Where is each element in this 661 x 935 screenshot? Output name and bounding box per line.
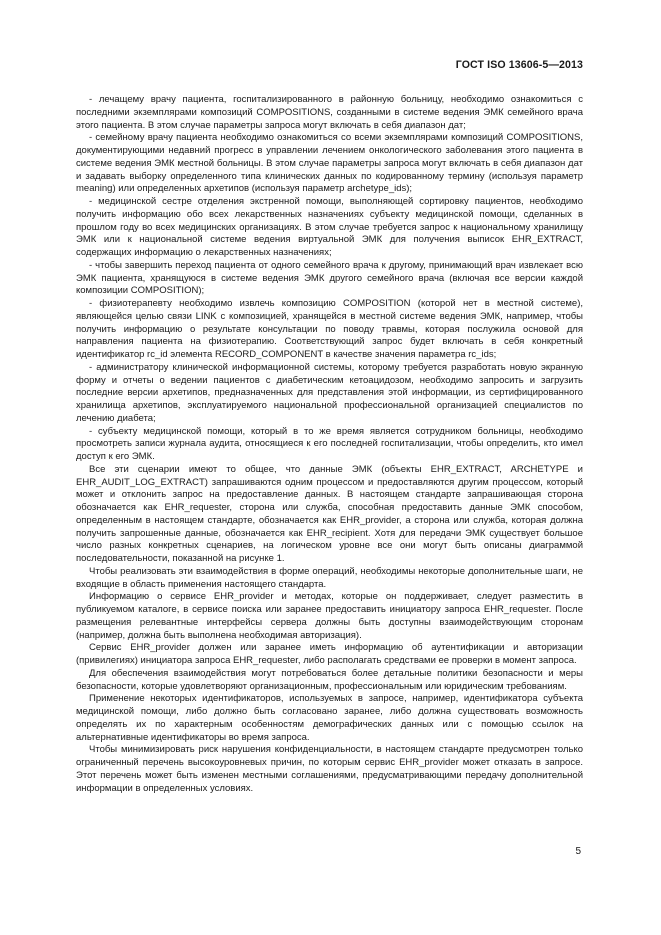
paragraph-11: Сервис EHR_provider должен или заранее иметь информацию об аутентификации и авторизации (привилегиях) инициатора запроса EHR_requester, либо располагать средствами ее проверки в момент запроса. bbox=[76, 642, 583, 666]
paragraph-13: Применение некоторых идентификаторов, используемых в запросе, например, идентификатора субъекта медицинской помощи, либо должно быть согласовано заранее, либо должна существовать возможность определять их по характерным особенностям демографических данных или с помощью ссылок на альтернативные идентификаторы во время запроса. bbox=[76, 693, 583, 743]
page-number: 5 bbox=[575, 846, 581, 857]
paragraph-7: - субъекту медицинской помощи, который в то же время является сотрудником больницы, необходимо просмотреть записи журнала аудита, относящиеся к его последней госпитализации, чтобы определить, кто имел доступ к его ЭМК. bbox=[76, 425, 583, 462]
paragraph-12: Для обеспечения взаимодействия могут потребоваться более детальные политики безопасности и меры безопасности, которые удовлетворяют организационным, профессиональным или юридическим требованиям. bbox=[76, 667, 583, 692]
paragraph-2: - семейному врачу пациента необходимо ознакомиться со всеми экземплярами композиций COMPOSITIONS, документирующими недавний прогресс в управлении лечением онкологического заболевания этого пациента в системе ведения ЭМК местной больницы. В этом случае параметры запроса могут включать в себя диапазон дат и задавать выборку определенного типа клинических данных по кодированному термину (используя параметр meaning) или определенных архетипов (используя параметр archetype_ids); bbox=[76, 132, 583, 195]
paragraph-3: - медицинской сестре отделения экстренной помощи, выполняющей сортировку пациентов, необходимо получить информацию обо всех лекарственных назначениях субъекту медицинской помощи, сделанных в прошлом году во всех медицинских организациях. В этом случае требуется запрос к национальному хранилищу ЭМК или к национальной системе ведения виртуальной ЭМК для получения выписок EHR_EXTRACT, содержащих информацию о лекарственных назначениях; bbox=[76, 196, 583, 258]
paragraph-1: - лечащему врачу пациента, госпитализированного в районную больницу, необходимо ознакомиться с последними экземплярами композиций COMPOSITIONS, созданными в системе ведения ЭМК семейного врача этого пациента. В этом случае параметры запроса могут включать в себя диапазон дат; bbox=[76, 94, 583, 131]
paragraph-10: Информацию о сервисе EHR_provider и методах, которые он поддерживает, следует разместить в публикуемом каталоге, в сервисе поиска или заранее предоставить инициатору запроса EHR_requester. После размещения релевантные интерфейсы сервера должны быть доступны взаимодействующим сторонам (например, должна быть выполнена необходимая авторизация). bbox=[76, 591, 583, 641]
paragraph-5: - физиотерапевту необходимо извлечь композицию COMPOSITION (которой нет в местной системе), являющейся целью связи LINK с композицией, хранящейся в местной системе ведения ЭМК, например, чтобы получить информацию о результате консультации по поводу травмы, которая послужила основой для направления пациента на физиотерапию. Соответствующий запрос будет включать в себя конкретный идентификатор rc_id элемента RECORD_COMPONENT в качестве значения параметра rc_ids; bbox=[76, 298, 583, 360]
document-header: ГОСТ ISO 13606-5—2013 bbox=[455, 59, 583, 71]
paragraph-8: Все эти сценарии имеют то общее, что данные ЭМК (объекты EHR_EXTRACT, ARCHETYPE и EHR_AUDIT_LOG_EXTRACT) запрашиваются одним процессом и предоставляются другим процессом, который может и отклонить запрос на предоставление данных. В настоящем стандарте запрашивающая сторона обозначается как EHR_requester, сторона или служба, способная предоставить данные ЭМК способом, определенным в настоящем стандарте, обозначается как EHR_provider, а сторона или служба, которая должна получить запрошенные данные, обозначается как EHR_recipient. Хотя для передачи ЭМК существует большое число разных конкретных сценариев, на логическом уровне все они могут быть описаны диаграммой последовательности, показанной на рисунке 1. bbox=[76, 463, 583, 564]
document-body bbox=[76, 94, 583, 795]
paragraph-14: Чтобы минимизировать риск нарушения конфиденциальности, в настоящем стандарте предусмотрен только ограниченный перечень высокоуровневых причин, по которым сервис EHR_provider может отказать в запросе. Этот перечень может быть изменен местными соглашениями, предусматривающими передачу дополнительной информации в определенных условиях. bbox=[76, 744, 583, 794]
paragraph-9: Чтобы реализовать эти взаимодействия в форме операций, необходимы некоторые дополнительные шаги, не входящие в область применения настоящего стандарта. bbox=[76, 565, 583, 590]
paragraph-4: - чтобы завершить переход пациента от одного семейного врача к другому, принимающий врач извлекает всю ЭМК пациента, хранящуюся в системе ведения ЭМК другого семейного врача (включая все версии каждой композиции COMPOSITION); bbox=[76, 259, 583, 297]
paragraph-6: - администратору клинической информационной системы, которому требуется разработать новую экранную форму и отчеты о ведении пациентов с диабетическим кетоацидозом, необходимо запросить и загрузить последние версии архетипов, предназначенных для представления этой информации, из сертифицированного хранилища архетипов, эксплуатируемого национальной профессиональной организацией специалистов по лечению диабета; bbox=[76, 361, 583, 424]
